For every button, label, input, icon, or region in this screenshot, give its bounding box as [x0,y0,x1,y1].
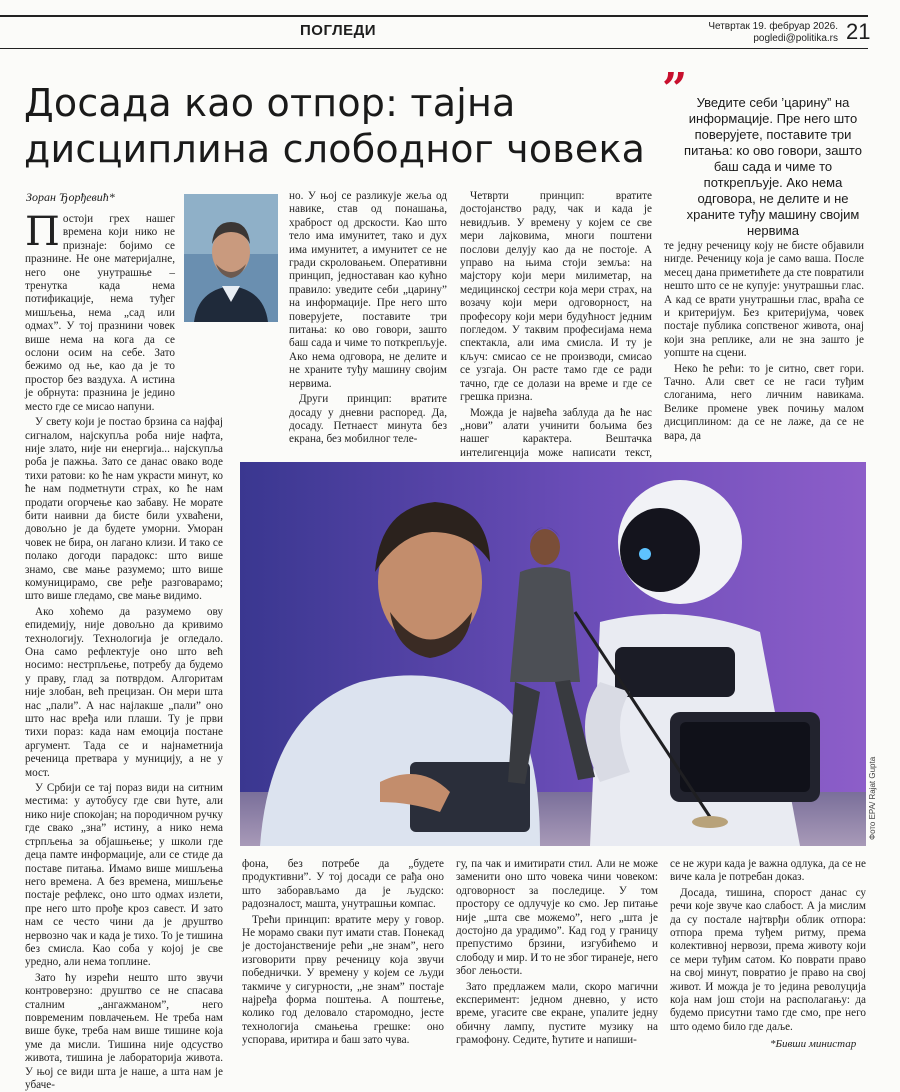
quote-mark-icon: ” [662,64,688,115]
paragraph: Досада, тишина, спорост данас су речи које звуче као слабост. А ја мислим да су постале најтврђи облик отпора: отпора према туђем ритму, према колективној нервози, према животу који се мери туђим сатом. Ко поврати право на свој минут, повратио је право на свој живот. И можда је то једина револуција која нам још стоји на располагању: да будемо присутни тамо где смо, пре него што одемо било где даље. [670,886,866,1033]
column-3-top [460,190,652,458]
paragraph: У Србији се тај пораз види на ситним местима: у аутобусу где сви ћуте, али нико није спокојан; на породичном ручку где свако „зна” истину, а нико нема стрпљења за објашњење; у школи где деца памте информације, али се стиде да поставе питања. Имамо више мишљења него времена. А без времена, мишљење постаје рефлекс, оно што одмах излети, пре него што прође кроз савест. И зато нам се често чини да је друштво нервозно чак и када је тихо. То је тишина без смисла. Као соба у којој је све уредно, али нема топлине. [25,782,223,969]
column-2-top [289,190,447,458]
paragraph: те једну реченицу коју не бисте објавили нигде. Реченицу која је само ваша. После месец дана приметићете да сте повратили нешто што се не купује: унутрашњи глас. А кад се врати унутрашњи глас, враћа се и критеријум. Без критеријума, човек постаје публика сопственог живота, онај који зна реплике, али не зна зашто је уопште на сцени. [664,240,864,360]
column-3-bottom [456,858,658,1048]
paragraph: Ако хоћемо да разумемо ову епидемију, није довољно да кривимо технологију. Технологија је огледало. Она само рефлектује оно што већ носимо: нестрпљење, потребу да будемо у праву, глад за потврдом. Алгоритам није злобан, већ прецизан. Он мери шта нас „пали”. А нас најлакше „пали” оно што нас вређа или плаши. Ту је први тихи пораз: када нам емоција постане аргумент. Тада се и најнаметнија реченица претвара у муницију, а не у мост. [25,605,223,779]
pull-quote: Уведите себи ’царину” на информације. Пре него што поверујете, поставите три питања: ко ово говори, зашто баш сада и чиме то поткрепљује. Ако нема одговора, не делите и не храните туђу машину својим нервима [684,95,862,238]
photo-credit: Фото EPA/ Rajat Gupta [868,756,877,840]
section-label: ПОГЛЕДИ [300,22,377,39]
paragraph: Трећи принцип: вратите меру у говор. Не морамо сваки пут имати став. Понекад је достојанственије рећи „не знам”, него изговорити прву реченицу која звучи победнички. У времену у којем се људи такмиче у сигурности, „не знам” постаје најређа форма поштења. А поштење, колико год деловало старомодно, јесте технологија смањења грешке: оно успорава, иритира и баш зато чува. [242,913,444,1047]
article-author: Зоран Ђорђевић* [26,190,115,204]
paragraph: Можда је највећа заблуда да ће нас „нови” алати учинити бољима без нашег карактера. Вештачка интелигенција може написати текст, [460,406,652,459]
column-1 [25,209,223,1091]
paragraph: Неко ће рећи: то је ситно, свет гори. Тачно. Али свет се не гаси туђим слоганима, него личним навикама. Велике промене увек почињу малом дисциплином: да се не лаже, да се не вара, да [664,362,864,442]
paragraph: се не жури када је важна одлука, да се не виче кала је потребан доказ. [670,858,866,884]
paragraph: Зато ћу изрећи нешто што звучи контроверзно: друштво се не спасава сталним „ангажманом”, него повременим повлачењем. Не треба нам више буке, треба нам више тишине која уме да мисли. Тишина није одсуство живота, тишина је лабораторија живота. У њој се види шта је наше, а шта нам је убаче- [25,971,223,1091]
header-bottom-rule [0,48,868,49]
column-4-bottom [670,858,866,1036]
article-title-line1: Досада као отпор: тајна [24,81,516,125]
paragraph: фона, без потребе да „будете продуктивни”. У тој досади се рађа оно што заборављамо да је људско: радозналост, машта, унутрашњи компас. [242,858,444,911]
drop-cap: П [25,209,60,255]
paragraph: гу, па чак и имитирати стил. Али не може заменити оно што човека чини човеком: одговорност за последице. У том простору се одлучује ко смо. Јер питање није „шта све можемо”, него „шта је достојно да урадимо”. Кад год у границу препустимо брзини, изгубићемо и слободу и мир. И то не због тиранеје, него због лењости. [456,858,658,978]
page-number: 21 [846,19,871,44]
author-footnote: *Бивши министар [770,1038,857,1050]
contact-email: pogledi@politika.rs [753,33,838,44]
paragraph: У свету који је постао брзина са најфај сигналом, најскупља роба није нафта, није злато, није ни енергија... најскупља роба је пажња. Зато се данас овако воде тихи ратови: ко ће нам украсти минут, ко ће нам подметнути страх, ко ће нам продати огорчење као забаву. Не морате бити наивни да бисте били ухваћени, довољно је да будете уморни. Уморан човек не бира, он лагано клизи. И тако се полако догоди парадокс: што више знамо, све мање разумемо; што више комуницирамо, све ређе разговарамо; што више гледамо, све мање видимо. [25,416,223,603]
issue-date: Четвртак 19. фебруар 2026. [708,21,838,32]
paragraph: но. У њој се разликује жеља од навике, став од понашања, храброст од дрскости. Као што тело има имунитет, тако и дух има имунитет, а имунитет се не гради скроловањем. Оперативни принцип, једноставан као кућно правило: уведите себи „царину” на информације. Пре него што поверујете, поставите три питања: ко ово говори, зашто баш сада и чиме то поткрепљује. Ако нема одговора, не делите и не храните туђу машину својим нервима. [289,190,447,390]
article-photo [240,462,866,846]
column-2-bottom [242,858,444,1048]
article-title-line2: дисциплина слободног човека [24,127,646,171]
paragraph: Четврти принцип: вратите достојанство раду, чак и када је невидљив. У времену у којем се све мери лајковима, многи поштени послови делују као да не постоје. А управо на њима стоји земља: на мајстору који мери милиметар, на медицинској сестри која мери страх, на возачу који мери одговорност, на професору који мери будућност једним погледом. У таквим професијама нема спектакла, али има смисла. И ту је кључ: смисао се не производи, смисао се узгаја. Он расте тамо где се ради тачно, где се долази на време и где се грешка призна. [460,190,652,404]
paragraph: Зато предлажем мали, скоро магични експеримент: једном дневно, у исто време, угасите све екране, упалите једну обичну лампу, пустите музику на грамофону. Седите, ћутите и напиши- [456,980,658,1047]
paragraph: Постоји грех нашег времена који нико не признаје: бојимо се празнине. Не оне материјалне, него оне унутрашње – тренутка када нема потификације, нема туђег мишљења, нема „сад или одмах”. У тој празнини човек више нема на кога да се ослони осим на себе. Зато бежимо од ње, као да је то простор без ваздуха. А истина је обрнута: празнина је једино место где се мисао напуни. [25,209,175,413]
paragraph: Други принцип: вратите досаду у дневни распоред. Да, досаду. Петнаест минута без екрана, без мобилног теле- [289,393,447,446]
header-top-rule [0,15,868,17]
column-4-top [664,240,864,458]
